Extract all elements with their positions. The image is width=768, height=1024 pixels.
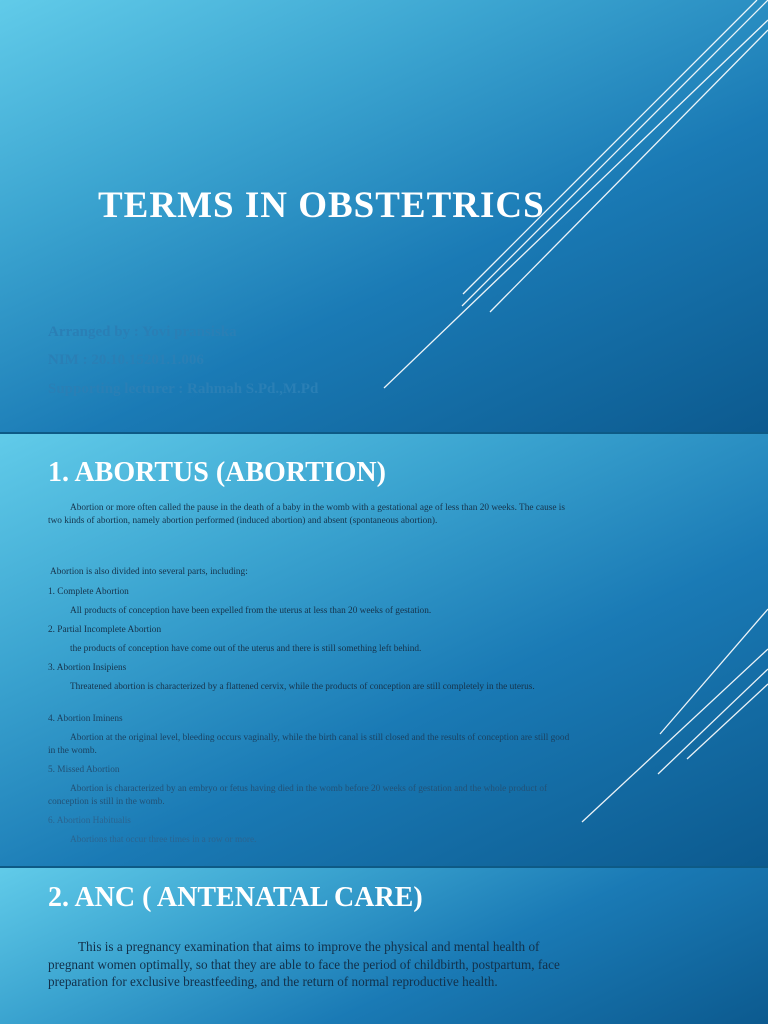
item-title: 6. Abortion Habitualis bbox=[48, 816, 131, 826]
abortion-definition: Abortion or more often called the pause in the death of a baby in the womb with a gestational age of less than 20 weeks. The cause is two kinds of abortion, namely abortion performed (induced abortion) and absent (spontaneous abortion). bbox=[48, 503, 565, 527]
abortion-intro: Abortion is also divided into several parts, including: bbox=[50, 567, 248, 577]
item-title: 4. Abortion Iminens bbox=[48, 714, 123, 724]
slide-abortion bbox=[0, 434, 768, 866]
item-description: Abortion is characterized by an embryo or fetus having died in the womb before 20 weeks of gestation and the whole product of conception is still in the womb. bbox=[48, 784, 548, 808]
item-title: 5. Missed Abortion bbox=[48, 765, 120, 775]
item-title: 2. Partial Incomplete Abortion bbox=[48, 625, 162, 635]
nim-line: NIM : 20.10.15201.1.006 bbox=[48, 352, 204, 368]
item-description: Threatened abortion is characterized by a flattened cervix, while the products of conception are still completely in the uterus. bbox=[70, 682, 535, 693]
author-line: Arranged by : Yovi pransiska bbox=[48, 324, 237, 340]
lecturer-line: Supporting lecturer : Rahmah S.Pd.,M.Pd bbox=[48, 381, 319, 397]
item-description: Abortion at the original level, bleeding occurs vaginally, while the birth canal is still closed and the results of conception are still good in the womb. bbox=[48, 733, 570, 757]
item-description: the products of conception have come out of the uterus and there is still something left behind. bbox=[70, 644, 422, 655]
item-description: Abortions that occur three times in a row or more. bbox=[70, 835, 257, 846]
section-heading: 1. ABORTUS (ABORTION) bbox=[48, 457, 386, 488]
list-item bbox=[48, 586, 578, 618]
slide-antenatal-care bbox=[0, 868, 768, 1024]
list-item bbox=[48, 713, 578, 759]
item-description: All products of conception have been expelled from the uterus at less than 20 weeks of gestation. bbox=[70, 606, 432, 617]
presentation-title: TERMS IN OBSTETRICS bbox=[98, 185, 545, 226]
slide-title bbox=[0, 0, 768, 432]
list-item bbox=[48, 764, 578, 810]
list-item bbox=[48, 624, 578, 656]
list-item bbox=[48, 815, 578, 847]
item-title: 1. Complete Abortion bbox=[48, 587, 129, 597]
anc-definition: This is a pregnancy examination that aims to improve the physical and mental health of pregnant women optimally, so that they are able to face the period of childbirth, postpartum, face preparation for exclusive breastfeeding, and the return of normal reproductive health. bbox=[48, 939, 560, 990]
section-heading: 2. ANC ( ANTENATAL CARE) bbox=[48, 882, 423, 913]
list-item bbox=[48, 662, 578, 694]
item-title: 3. Abortion Insipiens bbox=[48, 663, 127, 673]
